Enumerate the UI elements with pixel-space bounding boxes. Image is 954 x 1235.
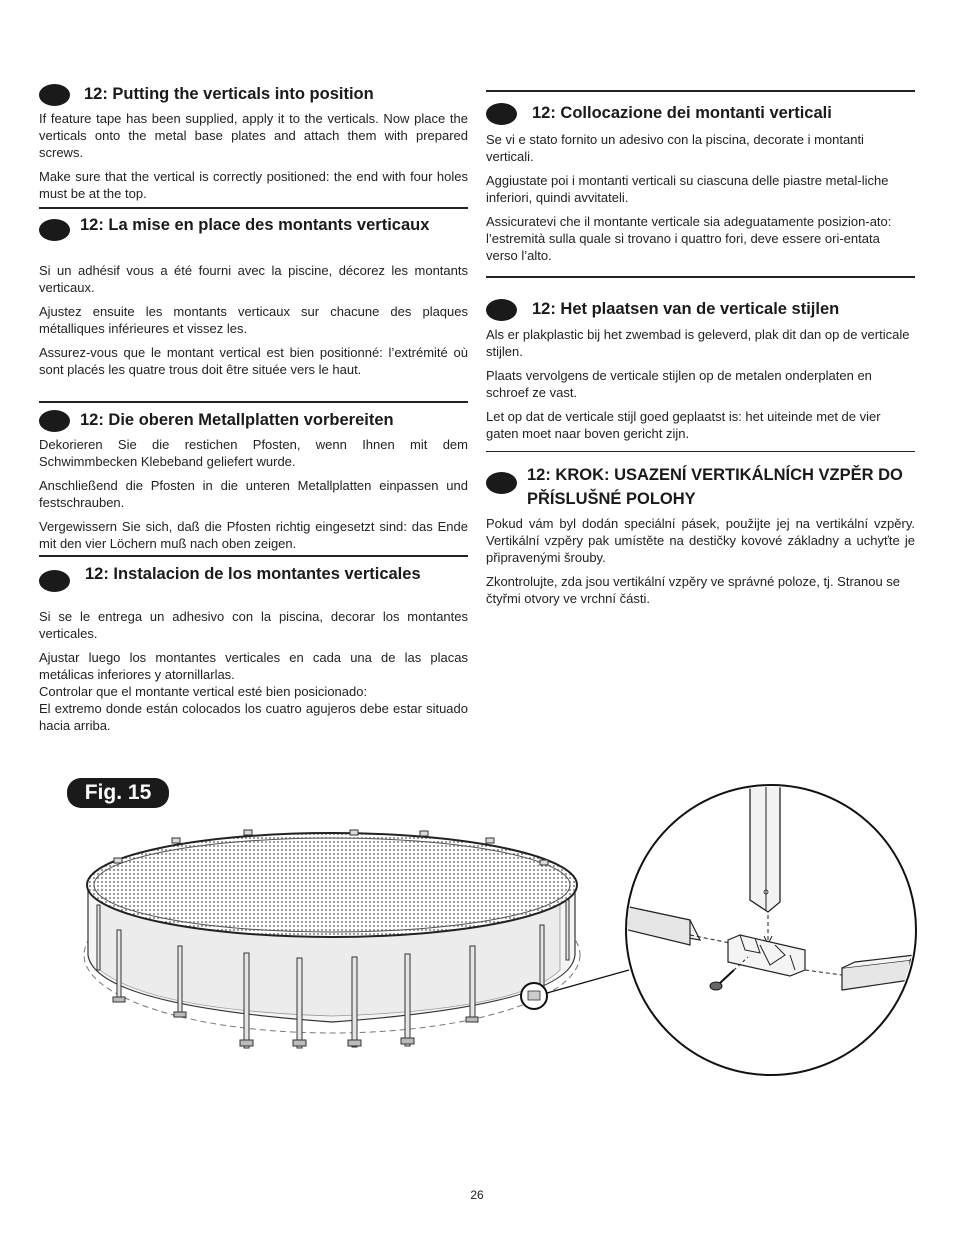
paragraph: Si se le entrega un adhesivo con la piscina, decorar los montantes verticales. [39, 609, 468, 641]
figure-label: Fig. 15 [67, 778, 169, 808]
paragraph: Si un adhésif vous a été fourni avec la piscine, décorez les montants verticaux. [39, 263, 468, 295]
paragraph: El extremo donde están colocados los cuatro agujeros debe estar situado hacia arriba. [39, 701, 468, 733]
paragraph: Vergewissern Sie sich, daß die Pfosten richtig eingesetzt sind: das Ende mit den vier Löchern muß nach oben zeigen. [39, 519, 468, 551]
vertical-post [750, 780, 780, 912]
paragraph: Assurez-vous que le montant vertical est bien positionné: l’extrémité où sont placés les quatre trous doit être située vers le haut. [39, 345, 468, 377]
paragraph: Ajustez ensuite les montants verticaux sur chacune des plaques métalliques inférieures et vissez les. [39, 304, 468, 336]
section-heading: 12: Putting the verticals into position [84, 85, 374, 103]
section-heading: 12: Instalacion de los montantes verticales [85, 565, 421, 583]
paragraph: Controlar que el montante vertical esté bien posicionado: [39, 684, 368, 699]
paragraph: Zkontrolujte, zda jsou vertikální vzpěry ve správné poloze, tj. Stranou se čtyřmi otvory ve vrchní části. [486, 574, 901, 606]
paragraph: Dekorieren Sie die restichen Pfosten, wenn Ihnen mit dem Schwimmbecken Klebeband geliefert wurde. [39, 437, 468, 469]
paragraph: Assicuratevi che il montante verticale sia adeguatamente posizion-ato: l’estremità sulla quale si trovano i quattro fori, deve essere ori-entata verso l’alto. [486, 214, 892, 263]
section-heading: 12: Die oberen Metallplatten vorbereiten [80, 411, 394, 429]
paragraph: Let op dat de verticale stijl goed geplaatst is: het uiteinde met de vier gaten moet naar boven gericht zijn. [486, 409, 881, 441]
paragraph: Aggiustate poi i montanti verticali su ciascuna delle piastre metal-liche inferiori, quindi avvitateli. [486, 173, 889, 205]
section-heading: 12: Het plaatsen van de verticale stijlen [532, 300, 840, 318]
section-heading: 12: La mise en place des montants verticaux [80, 216, 430, 234]
section-heading: 12: Collocazione dei montanti verticali [532, 104, 832, 122]
paragraph: Se vi e stato fornito un adesivo con la piscina, decorate i montanti verticali. [486, 132, 864, 164]
paragraph: Ajustar luego los montantes verticales en cada una de las placas metálicas inferiores y atornillarlas. [39, 650, 468, 682]
paragraph: Anschließend die Pfosten in die unteren Metallplatten einpassen und festschrauben. [39, 478, 468, 510]
page-number: 26 [470, 1188, 484, 1202]
paragraph: If feature tape has been supplied, apply it to the verticals. Now place the verticals onto the metal base plates and attach them with prepared screws. [39, 111, 468, 160]
paragraph: Als er plakplastic bij het zwembad is geleverd, plak dit dan op de verticale stijlen. [486, 327, 910, 359]
section-heading: 12: KROK: USAZENÍ VERTIKÁLNÍCH VZPĚR DO PŘÍSLUŠNÉ POLOHY [527, 466, 903, 508]
paragraph: Plaats vervolgens de verticale stijlen op de metalen onderplaten en schroef ze vast. [486, 368, 872, 400]
paragraph: Make sure that the vertical is correctly positioned: the end with four holes must be at the top. [39, 169, 468, 201]
paragraph: Pokud vám byl dodán speciální pásek, použijte jej na vertikální vzpěry. Vertikální vzpěry pak umístěte na destičky kovové základny a uchyťte je připravenými šrouby. [486, 516, 915, 565]
pool-cover [87, 833, 577, 937]
